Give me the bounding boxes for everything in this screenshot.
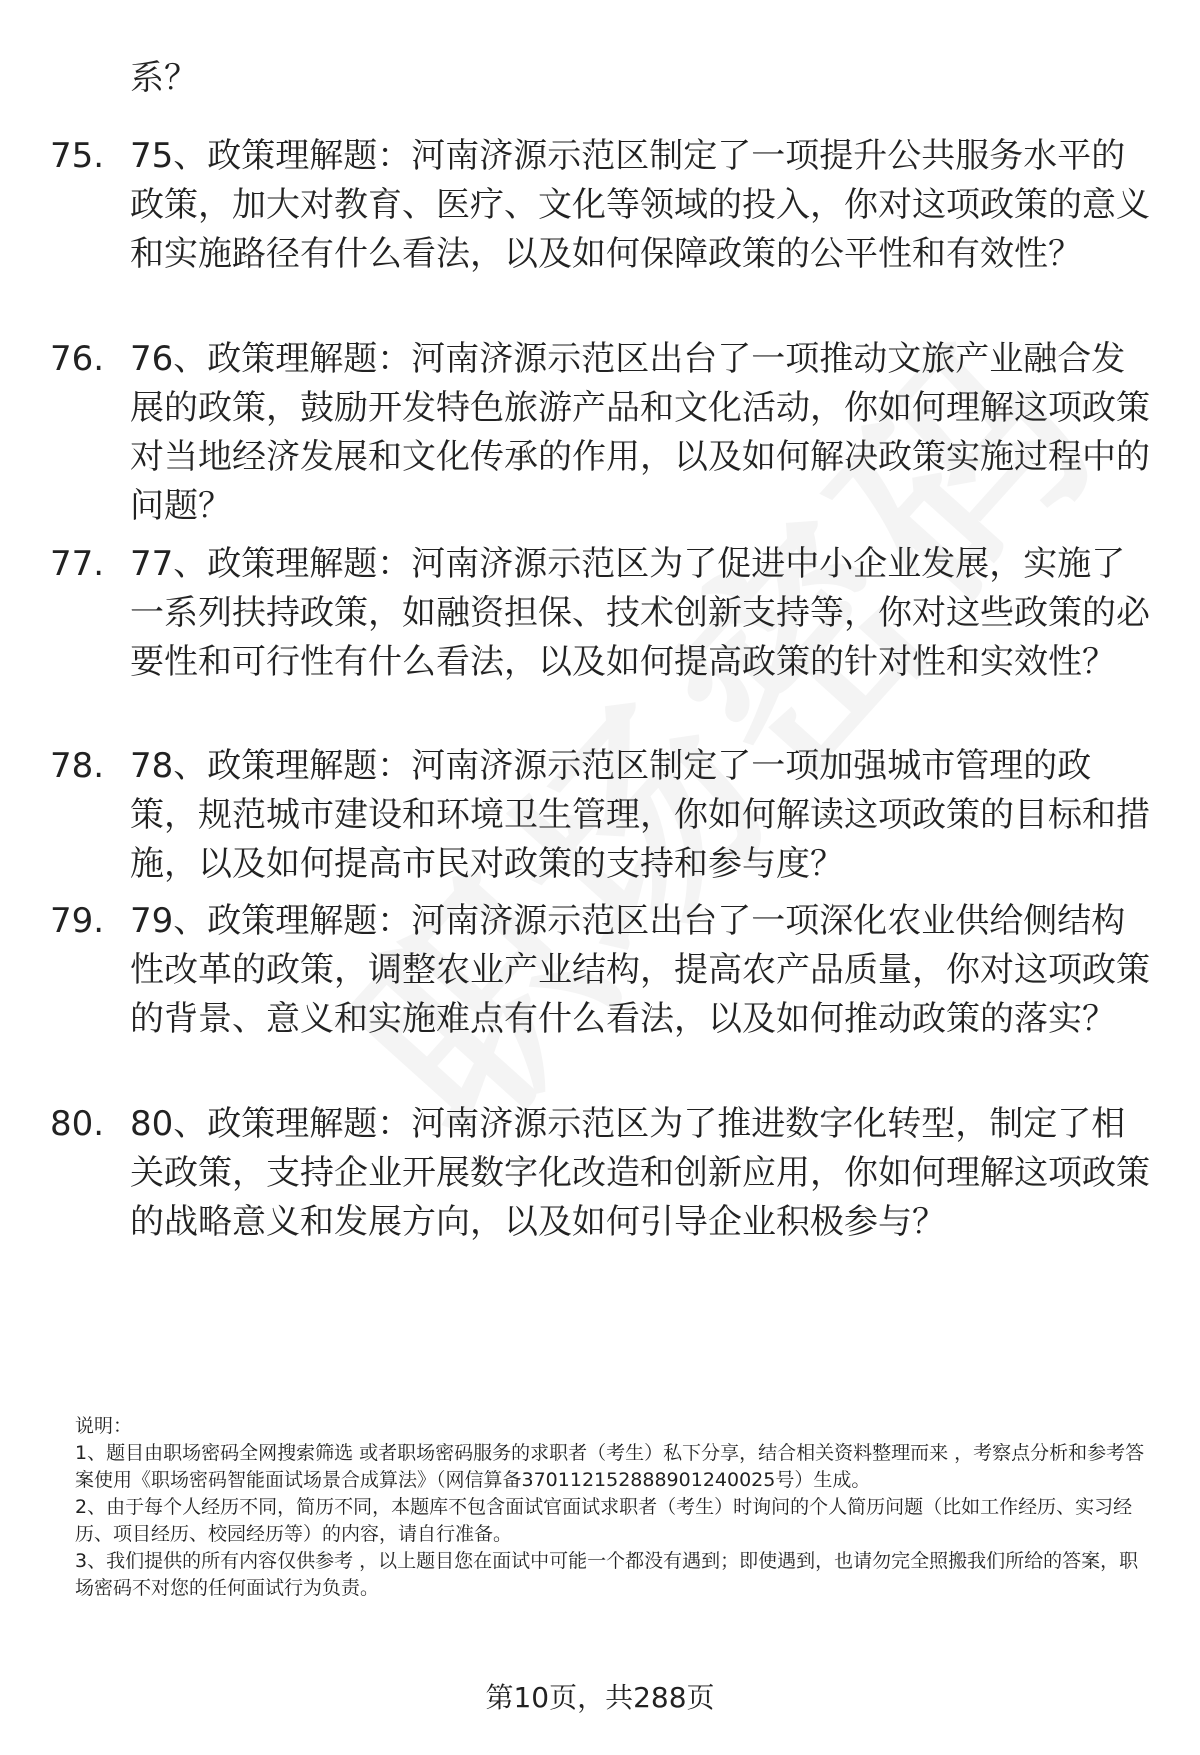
question-number: 78. [50,746,105,786]
page-footer: 第10页，共288页 [485,1681,715,1714]
note-item: 1、题目由职场密码全网搜索筛选 或者职场密码服务的求职者（考生）私下分享，结合相关资料整理而来 ，考察点分析和参考答案使用《职场密码智能面试场景合成算法》（网信算备370112152888901240025号）生成。 [75,1442,1145,1491]
question-text: 77、政策理解题：河南济源示范区为了促进中小企业发展，实施了一系列扶持政策，如融资担保、技术创新支持等，你对这些政策的必要性和可行性有什么看法，以及如何提高政策的针对性和实效性？ [130,544,1150,682]
question-text: 80、政策理解题：河南济源示范区为了推进数字化转型，制定了相关政策，支持企业开展数字化改造和创新应用，你如何理解这项政策的战略意义和发展方向，以及如何引导企业积极参与？ [130,1104,1150,1242]
question-number: 80. [50,1104,105,1144]
notes-heading: 说明： [75,1415,133,1437]
question-number: 77. [50,544,105,584]
note-item: 3、我们提供的所有内容仅供参考 ，以上题目您在面试中可能一个都没有遇到；即使遇到，也请勿完全照搬我们所给的答案，职场密码不对您的任何面试行为负责。 [75,1550,1139,1599]
question-number: 79. [50,901,105,941]
question-number: 75. [50,136,105,176]
notes-section [75,1413,1155,1602]
question-text: 78、政策理解题：河南济源示范区制定了一项加强城市管理的政策，规范城市建设和环境卫生管理，你如何解读这项政策的目标和措施，以及如何提高市民对政策的支持和参与度？ [130,746,1150,884]
note-item: 2、由于每个人经历不同，简历不同，本题库不包含面试官面试求职者（考生）时询问的个人简历问题（比如工作经历、实习经历、项目经历、校园经历等）的内容，请自行准备。 [75,1496,1133,1545]
question-text: 76、政策理解题：河南济源示范区出台了一项推动文旅产业融合发展的政策，鼓励开发特色旅游产品和文化活动，你如何理解这项政策对当地经济发展和文化传承的作用，以及如何解决政策实施过程中的问题？ [130,339,1150,526]
previous-question-fragment: 系？ [130,58,198,98]
question-number: 76. [50,339,105,379]
question-text: 79、政策理解题：河南济源示范区出台了一项深化农业供给侧结构性改革的政策，调整农业产业结构，提高农产品质量，你对这项政策的背景、意义和实施难点有什么看法，以及如何推动政策的落实？ [130,901,1150,1039]
question-text: 75、政策理解题：河南济源示范区制定了一项提升公共服务水平的政策，加大对教育、医疗、文化等领域的投入，你对这项政策的意义和实施路径有什么看法，以及如何保障政策的公平性和有效性？ [130,136,1150,274]
